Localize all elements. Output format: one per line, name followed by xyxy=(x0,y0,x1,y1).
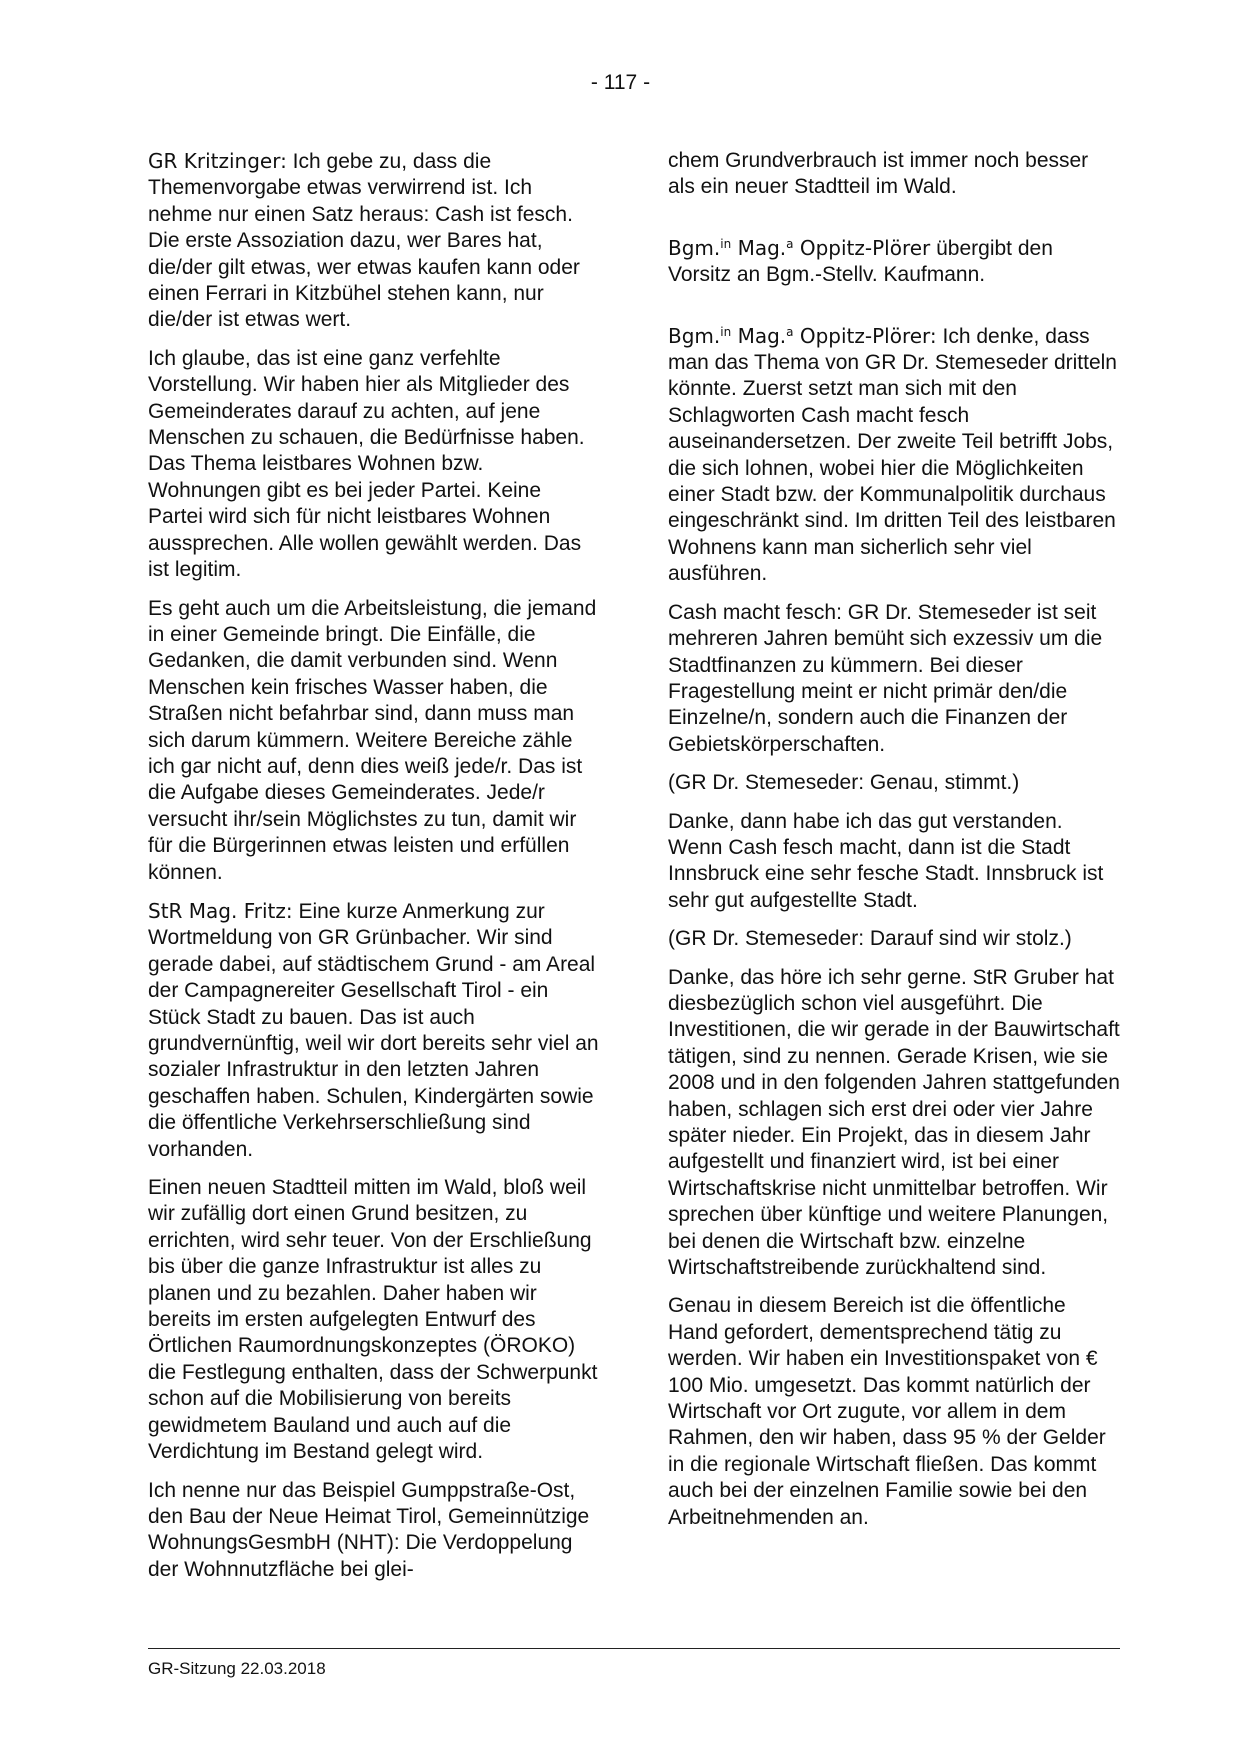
footer-divider xyxy=(148,1648,1120,1649)
speaker-surname: Oppitz-Plörer: xyxy=(793,323,937,348)
paragraph-kritzinger xyxy=(148,148,600,334)
paragraph-oppitz-ploerer xyxy=(668,323,1120,588)
speaker-title: Mag. xyxy=(731,235,787,260)
paragraph-chair-handover xyxy=(668,235,1120,289)
paragraph: Ich glaube, das ist eine ganz verfehlte Vorstellung. Wir haben hier als Mitglieder des Gemeinderates darauf zu achten, auf jene Menschen zu schauen, die Bedürfnisse haben. Das Thema leistbares Wohnen bzw. Wohnungen gibt es bei jeder Partei. Keine Partei wird sich für nicht leistbares Wohnen aussprechen. Alle wollen gewählt werden. Das ist legitim. xyxy=(148,346,585,582)
interjection: (GR Dr. Stemeseder: Darauf sind wir stolz.) xyxy=(668,927,1072,951)
speaker-name xyxy=(668,236,930,260)
paragraph: Es geht auch um die Arbeitsleistung, die jemand in einer Gemeinde bringt. Die Einfälle, die Gedanken, die damit verbunden sind. Wenn Menschen kein frisches Wasser haben, die Straßen nicht befahrbar sind, dann muss man sich darum kümmern. Weitere Bereiche zähle ich gar nicht auf, denn dies weiß jede/r. Das ist die Aufgabe dieses Gemeinderates. Jede/r versucht ihr/sein Möglichstes zu tun, damit wir für die Bürgerinnen etwas leisten und erfüllen können. xyxy=(148,596,597,884)
superscript: in xyxy=(720,324,732,339)
paragraph: Ich nenne nur das Beispiel Gumppstraße-Ost, den Bau der Neue Heimat Tirol, Gemeinnützige WohnungsGesmbH (NHT): Die Verdoppelung der Wohnnutzfläche bei glei- xyxy=(148,1478,590,1581)
paragraph: Genau in diesem Bereich ist die öffentliche Hand gefordert, dementsprechend tätig zu werden. Wir haben ein Investitionspaket von € 100 Mio. umgesetzt. Das kommt natürlich der Wirtschaft vor Ort zugute, vor allem in dem Rahmen, den wir haben, dass 95 % der Gelder in die regionale Wirtschaft fließen. Das kommt auch bei der einzelnen Familie sowie bei den Arbeitnehmenden an. xyxy=(668,1294,1106,1529)
paragraph: Danke, dann habe ich das gut verstanden. Wenn Cash fesch macht, dann ist die Stadt Innsbruck eine sehr fesche Stadt. Innsbruck ist sehr gut aufgestellte Stadt. xyxy=(668,809,1104,912)
right-column xyxy=(668,148,1120,1543)
interjection: (GR Dr. Stemeseder: Genau, stimmt.) xyxy=(668,771,1020,795)
superscript: a xyxy=(786,236,794,251)
speaker-surname: Oppitz-Plörer xyxy=(793,235,931,260)
speaker-name: GR Kritzinger: xyxy=(148,149,287,173)
superscript: a xyxy=(786,324,794,339)
paragraph-text: Eine kurze Anmerkung zur Wortmeldung von GR Grünbacher. Wir sind gerade dabei, auf städtischem Grund - am Areal der Campagnereiter Gesellschaft Tirol - ein Stück Stadt zu bauen. Das ist auch grundvernünftig, weil wir dort bereits sehr viel an sozialer Infrastruktur in den letzten Jahren geschaffen haben. Schulen, Kindergärten sowie die öffentliche Verkehrserschließung sind vorhanden. xyxy=(148,899,599,1161)
paragraph-text: übergibt den Vorsitz an Bgm.-Stellv. Kaufmann. xyxy=(668,236,1053,287)
paragraph-text: Ich denke, dass man das Thema von GR Dr. Stemeseder dritteln könnte. Zuerst setzt man sich mit den Schlagworten Cash macht fesch auseinandersetzen. Der zweite Teil betrifft Jobs, die sich lohnen, wobei hier die Möglichkeiten einer Stadt bzw. der Kommunalpolitik durchaus eingeschränkt sind. Im dritten Teil des leistbaren Wohnens kann man sicherlich sehr viel ausführen. xyxy=(668,324,1117,586)
footer-session-date: GR-Sitzung 22.03.2018 xyxy=(148,1659,326,1678)
speaker-name xyxy=(668,324,937,348)
speaker-prefix: Bgm. xyxy=(668,235,721,260)
paragraph-text: Ich gebe zu, dass die Themenvorgabe etwas verwirrend ist. Ich nehme nur einen Satz heraus: Cash ist fesch. Die erste Assoziation dazu, wer Bares hat, die/der gilt etwas, wer etwas kaufen kann oder einen Ferrari in Kitzbühel stehen kann, nur die/der ist etwas wert. xyxy=(148,150,580,332)
paragraph: Cash macht fesch: GR Dr. Stemeseder ist seit mehreren Jahren bemüht sich exzessiv um die Stadtfinanzen zu kümmern. Bei dieser Fragestellung meint er nicht primär den/die Einzelne/n, sondern auch die Finanzen der Gebietskörperschaften. xyxy=(668,600,1103,756)
speaker-prefix: Bgm. xyxy=(668,323,721,348)
paragraph: Danke, das höre ich sehr gerne. StR Gruber hat diesbezüglich schon viel ausgeführt. Die Investitionen, die wir gerade in der Bauwirtschaft tätigen, sind zu nennen. Gerade Krisen, wie sie 2008 und in den folgenden Jahren stattgefunden haben, schlagen sich erst drei oder vier Jahre später nieder. Ein Projekt, das in diesem Jahr aufgestellt und finanziert wird, ist bei einer Wirtschaftskrise nicht unmittelbar betroffen. Wir sprechen über künftige und weitere Planungen, bei denen die Wirtschaft bzw. einzelne Wirtschaftstreibende zurückhaltend sind. xyxy=(668,965,1120,1280)
paragraph: chem Grundverbrauch ist immer noch besser als ein neuer Stadtteil im Wald. xyxy=(668,149,1089,199)
left-column xyxy=(148,148,600,1595)
speaker-title: Mag. xyxy=(731,323,787,348)
speaker-name: StR Mag. Fritz: xyxy=(148,898,293,923)
superscript: in xyxy=(720,236,732,251)
page-number: - 117 - xyxy=(590,71,651,94)
paragraph-fritz xyxy=(148,898,600,1163)
paragraph: Einen neuen Stadtteil mitten im Wald, bloß weil wir zufällig dort einen Grund besitzen, zu errichten, wird sehr teuer. Von der Erschließung bis über die ganze Infrastruktur ist alles zu planen und zu bezahlen. Daher haben wir bereits im ersten aufgelegten Entwurf des Örtlichen Raumordnungskonzeptes (ÖROKO) die Festlegung enthalten, dass der Schwerpunkt schon auf die Mobilisierung von bereits gewidmetem Bauland und auch auf die Verdichtung im Bestand gelegt wird. xyxy=(148,1176,598,1464)
